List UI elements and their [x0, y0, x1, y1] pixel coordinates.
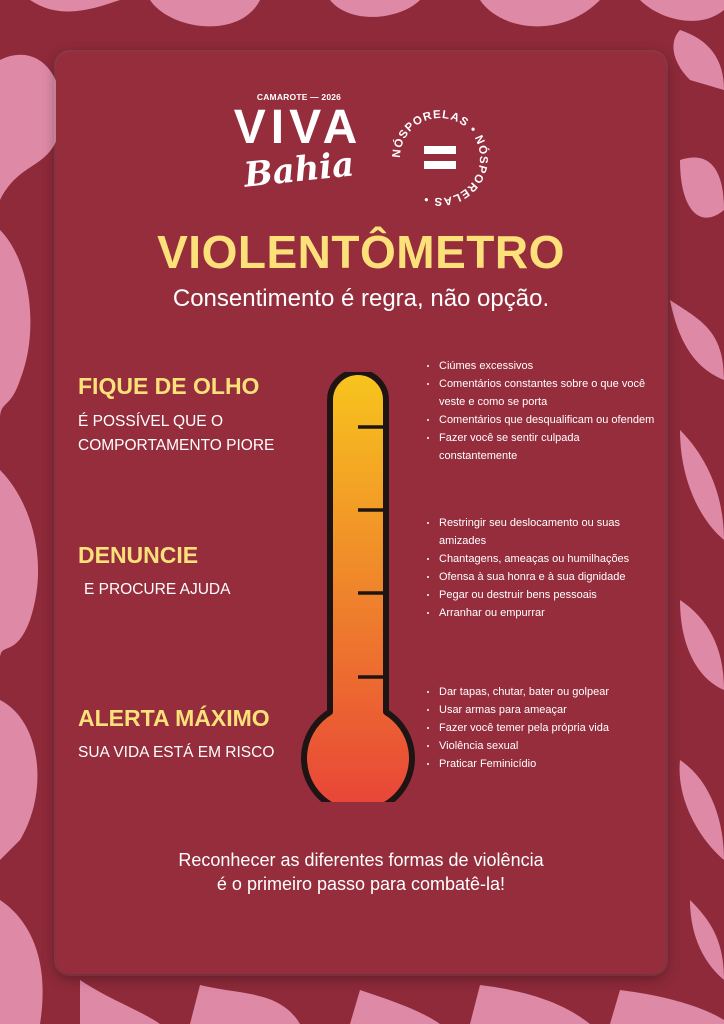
svg-text:NÓSPORELAS • NÓSPORELAS •: NÓSPORELAS • NÓSPORELAS •	[390, 108, 490, 208]
level-1-subtitle-line-1: É POSSÍVEL QUE O	[78, 413, 224, 430]
list-item: Fazer você temer pela própria vida	[423, 719, 658, 737]
level-3-subtitle: SUA VIDA ESTÁ EM RISCO	[78, 744, 275, 761]
poster-card	[56, 52, 666, 974]
list-item: Pegar ou destruir bens pessoais	[423, 586, 658, 604]
level-3-items	[423, 683, 658, 773]
footer-line-1: Reconhecer as diferentes formas de violência	[178, 850, 544, 870]
camarote-label: CAMAROTE — 2026	[256, 92, 342, 102]
list-item: Dar tapas, chutar, bater ou golpear	[423, 683, 658, 701]
thermometer	[296, 372, 426, 802]
level-2-title: DENUNCIE	[78, 542, 199, 568]
footer-line-2: é o primeiro passo para combatê-la!	[216, 874, 506, 894]
level-1-subtitle-line-2: COMPORTAMENTO PIORE	[78, 437, 275, 454]
list-item: Usar armas para ameaçar	[423, 701, 658, 719]
list-item: Comentários constantes sobre o que você veste e como se porta	[423, 375, 658, 411]
list-item: Ciúmes excessivos	[423, 357, 658, 375]
nosporelas-badge-logo	[388, 106, 492, 210]
poster-subtitle: Consentimento é regra, não opção.	[172, 285, 550, 312]
list-item: Ofensa à sua honra e à sua dignidade	[423, 568, 658, 586]
list-item: Violência sexual	[423, 737, 658, 755]
list-item: Praticar Feminicídio	[423, 755, 658, 773]
level-2-subtitle: E PROCURE AJUDA	[84, 581, 231, 598]
list-item: Fazer você se sentir culpada constantemente	[423, 429, 658, 465]
list-item: Arranhar ou empurrar	[423, 604, 658, 622]
thermometer-body	[304, 372, 412, 802]
list-item: Comentários que desqualificam ou ofendem	[423, 411, 658, 429]
footer-message	[56, 848, 666, 896]
level-2-items	[423, 514, 658, 622]
list-item: Restringir seu deslocamento ou suas amizades	[423, 514, 658, 550]
level-1-items	[423, 357, 658, 465]
level-3-title: ALERTA MÁXIMO	[78, 705, 270, 731]
list-item: Chantagens, ameaças ou humilhações	[423, 550, 658, 568]
level-1-title: FIQUE DE OLHO	[78, 373, 260, 399]
poster-title: VIOLENTÔMETRO	[157, 226, 565, 278]
viva-logo-text: VIVA	[233, 101, 363, 154]
bahia-logo-text: Bahia	[241, 144, 357, 196]
